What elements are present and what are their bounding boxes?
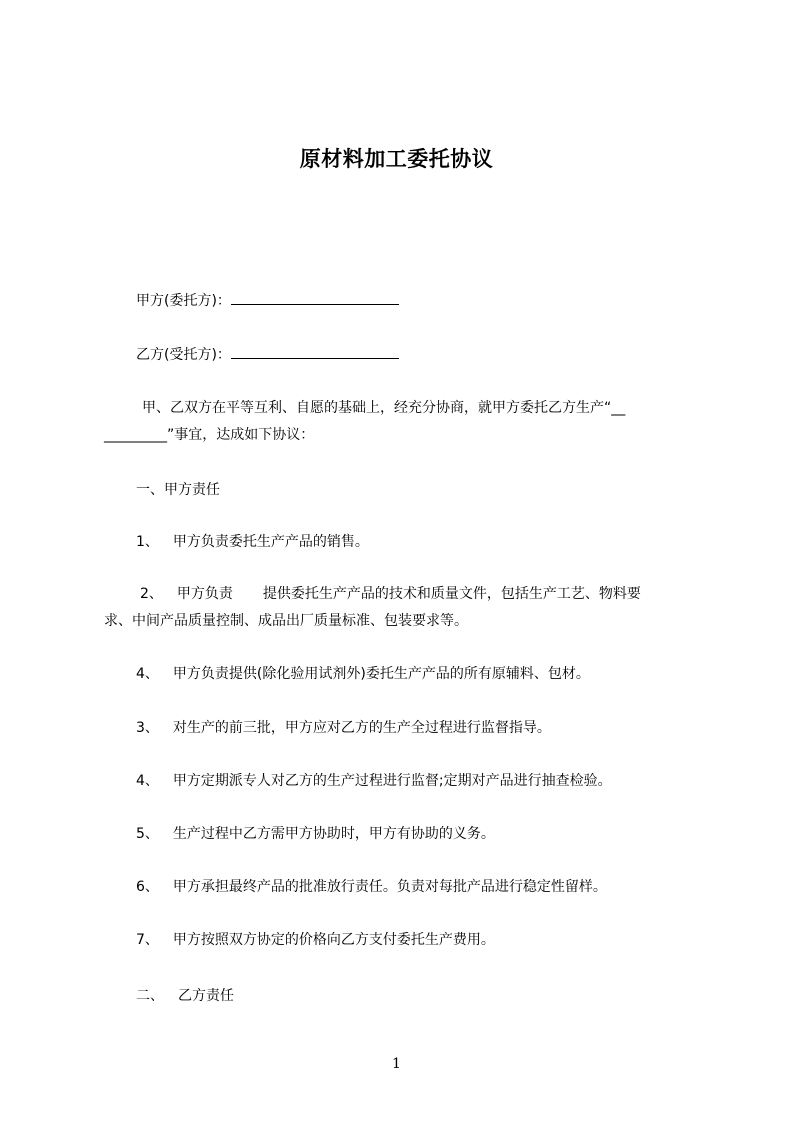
clause-text: 对生产的前三批，甲方应对乙方的生产全过程进行监督指导。 <box>172 720 551 736</box>
party-b-blank <box>231 344 399 359</box>
clause-number: 1、 <box>136 534 159 550</box>
clause-number: 7、 <box>136 932 159 948</box>
clause-item <box>136 771 612 791</box>
clause-text: 生产过程中乙方需甲方协助时，甲方有协助的义务。 <box>172 826 495 842</box>
intro-line-2-blank: _________ <box>104 427 167 443</box>
clause-item <box>136 532 369 552</box>
intro-line-2 <box>104 425 314 445</box>
clause-text: 甲方负责提供(除化验用试剂外)委托生产产品的所有原辅料、包材。 <box>172 666 590 682</box>
clause-number: 4、 <box>136 666 159 682</box>
intro-line-1: 甲、乙双方在平等互利、自愿的基础上，经充分协商，就甲方委托乙方生产“__ <box>142 400 626 416</box>
clause-number: 4、 <box>136 773 159 789</box>
clause-text: 甲方承担最终产品的批准放行责任。负责对每批产品进行稳定性留样。 <box>172 879 607 895</box>
clause-text: 甲方负责委托生产产品的销售。 <box>172 534 369 550</box>
party-b-line <box>136 344 399 365</box>
clause-text: 甲方按照双方协定的价格向乙方支付委托生产费用。 <box>172 932 495 948</box>
page-number: 1 <box>392 1056 401 1072</box>
clause-number: 5、 <box>136 826 159 842</box>
clause-item <box>136 718 551 738</box>
clause-text: 甲方负责 <box>176 586 233 602</box>
party-b-label: 乙方(受托方)： <box>136 347 231 363</box>
clause-item <box>136 877 607 897</box>
section-2-title: 乙方责任 <box>178 988 234 1004</box>
clause-text: 甲方定期派专人对乙方的生产过程进行监督;定期对产品进行抽查检验。 <box>172 773 612 789</box>
clause-item <box>136 824 495 844</box>
party-a-line <box>136 290 399 311</box>
party-a-label: 甲方(委托方)： <box>136 293 231 309</box>
clause-continuation: 求、中间产品质量控制、成品出厂质量标准、包装要求等。 <box>104 613 468 629</box>
clause-number: 2、 <box>140 586 163 602</box>
section-2-number: 二、 <box>136 988 164 1004</box>
clause-text: 提供委托生产产品的技术和质量文件，包括生产工艺、物料要 <box>262 586 641 602</box>
document-title: 原材料加工委托协议 <box>299 147 494 171</box>
clause-item <box>136 930 495 950</box>
clause-number: 3、 <box>136 720 159 736</box>
clause-number: 6、 <box>136 879 159 895</box>
clause-item <box>140 584 641 604</box>
section-1-heading: 一、甲方责任 <box>136 482 220 498</box>
intro-line-2-text: ”事宜，达成如下协议： <box>167 427 315 443</box>
party-a-blank <box>231 290 399 305</box>
clause-item <box>136 664 590 684</box>
section-2-heading <box>136 986 234 1006</box>
